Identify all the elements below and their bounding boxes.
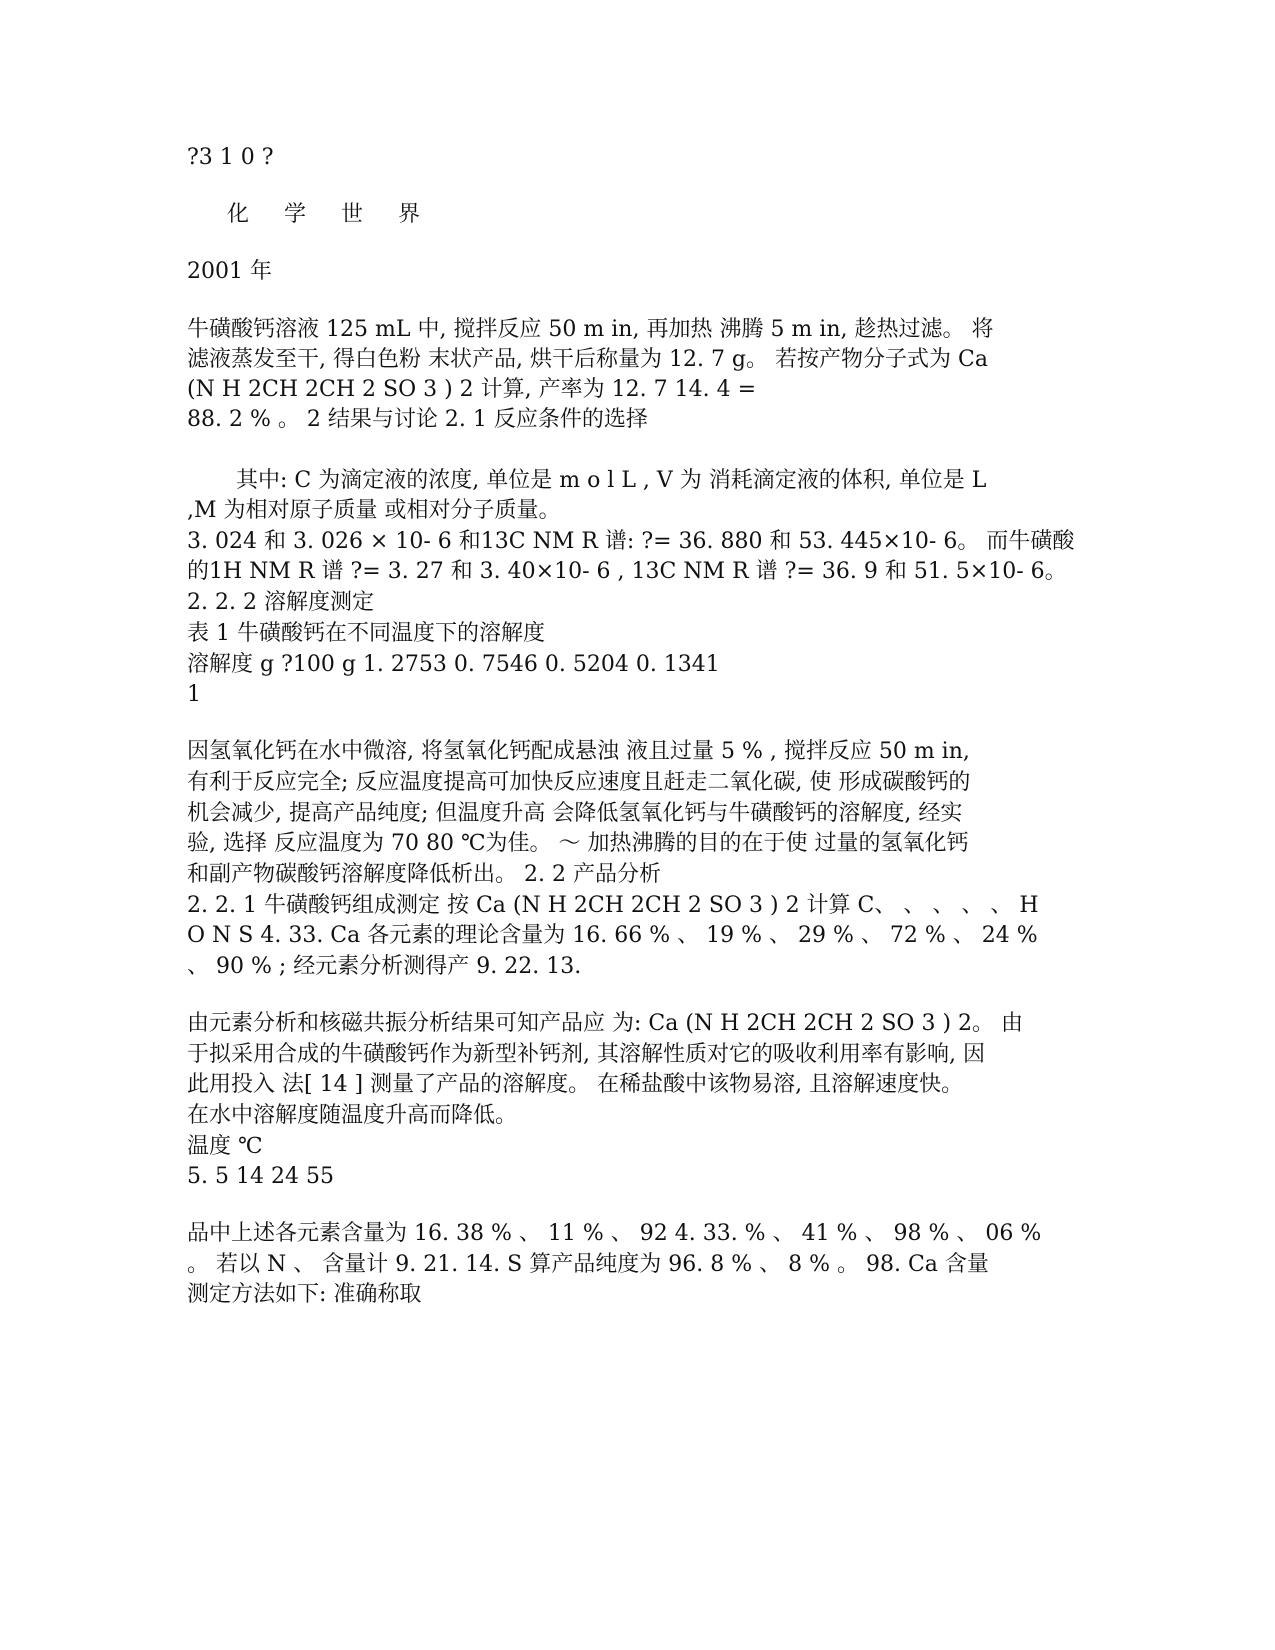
journal-title: 化 学 世 界 [227, 202, 420, 227]
text-line: 机会减少, 提高产品纯度; 但温度升高 会降低氢氧化钙与牛磺酸钙的溶解度, 经实 [187, 801, 963, 826]
text-line: 1 [187, 682, 201, 707]
text-line: 于拟采用合成的牛磺酸钙作为新型补钙剂, 其溶解性质对它的吸收利用率有影响, 因 [187, 1042, 985, 1067]
text-line: 验, 选择 反应温度为 70 80 ℃为佳。 ～ 加热沸腾的目的在于使 过量的氢氧化钙 [187, 831, 969, 856]
text-line: 3. 024 和 3. 026 × 10- 6 和13C NM R 谱: ?= 36. 880 和 53. 445×10- 6。 而牛磺酸 [187, 529, 1075, 554]
text-line: 2. 2. 1 牛磺酸钙组成测定 按 Ca (N H 2CH 2CH 2 SO 3 ) 2 计算 C、 、 、 、 、 H [187, 893, 1039, 918]
text-line: 、 90 % ; 经元素分析测得产 9. 22. 13. [187, 954, 582, 979]
table-row-temperature-label: 温度 ℃ [187, 1134, 263, 1159]
text-line: 其中: C 为滴定液的浓度, 单位是 m o l L , V 为 消耗滴定液的体积, 单位是 L [236, 468, 987, 493]
text-line: 的1H NM R 谱 ?= 3. 27 和 3. 40×10- 6 , 13C NM R 谱 ?= 36. 9 和 51. 5×10- 6。 [187, 559, 1067, 584]
table-row-temperature-values: 5. 5 14 24 55 [187, 1164, 334, 1189]
text-line: 有利于反应完全; 反应温度提高可加快反应速度且赶走二氧化碳, 使 形成碳酸钙的 [187, 770, 971, 795]
text-line: O N S 4. 33. Ca 各元素的理论含量为 16. 66 % 、 19 % 、 29 % 、 72 % 、 24 % [187, 923, 1038, 948]
text-line: (N H 2CH 2CH 2 SO 3 ) 2 计算, 产率为 12. 7 14. 4 = [187, 377, 757, 402]
publication-year: 2001 年 [187, 259, 272, 284]
text-line: 。 若以 N 、 含量计 9. 21. 14. S 算产品纯度为 96. 8 % 、 8 % 。 98. Ca 含量 [187, 1252, 989, 1277]
text-line: ,M 为相对原子质量 或相对分子质量。 [187, 498, 561, 523]
text-line: 和副产物碳酸钙溶解度降低析出。 2. 2 产品分析 [187, 862, 661, 887]
text-line: 在水中溶解度随温度升高而降低。 [187, 1103, 518, 1128]
table-caption: 表 1 牛磺酸钙在不同温度下的溶解度 [187, 621, 545, 646]
text-line: 因氢氧化钙在水中微溶, 将氢氧化钙配成悬浊 液且过量 5 % , 搅拌反应 50 m in, [187, 739, 970, 764]
page-number: ?3 1 0 ? [187, 145, 274, 170]
text-line: 由元素分析和核磁共振分析结果可知产品应 为: Ca (N H 2CH 2CH 2 SO 3 ) 2。 由 [187, 1011, 1024, 1036]
text-line: 品中上述各元素含量为 16. 38 % 、 11 % 、 92 4. 33. % 、 41 % 、 98 % 、 06 % [187, 1221, 1042, 1246]
text-line: 测定方法如下: 准确称取 [187, 1282, 422, 1307]
section-heading-solubility: 2. 2. 2 溶解度测定 [187, 590, 374, 615]
text-line: 88. 2 % 。 2 结果与讨论 2. 1 反应条件的选择 [187, 407, 648, 432]
text-line: 此用投入 法[ 14 ] 测量了产品的溶解度。 在稀盐酸中该物易溶, 且溶解速度快。 [187, 1072, 964, 1097]
text-line: 牛磺酸钙溶液 125 mL 中, 搅拌反应 50 m in, 再加热 沸腾 5 m in, 趁热过滤。 将 [187, 317, 994, 342]
table-row-solubility: 溶解度 g ?100 g 1. 2753 0. 7546 0. 5204 0. 1341 [187, 652, 720, 677]
text-line: 滤液蒸发至干, 得白色粉 末状产品, 烘干后称量为 12. 7 g。 若按产物分子式为 Ca [187, 347, 988, 372]
